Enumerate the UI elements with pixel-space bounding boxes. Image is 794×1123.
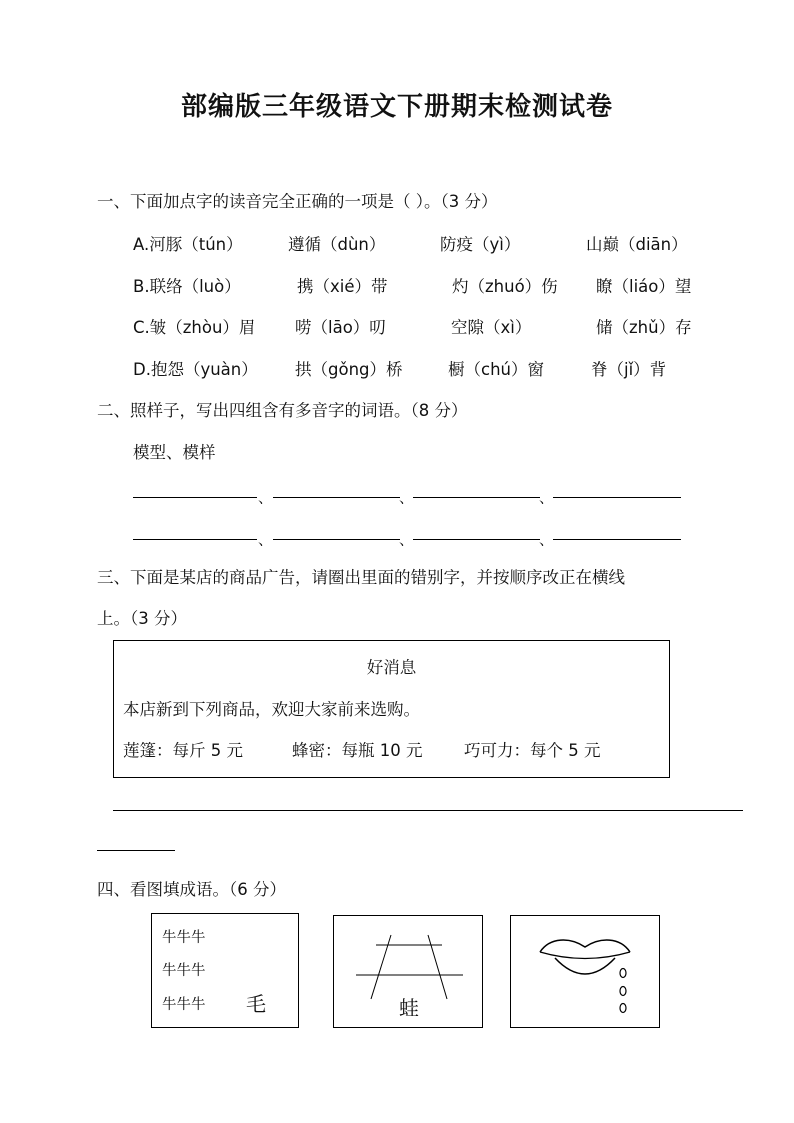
ad-item-1: 莲篷：每斤 5 元 [123, 741, 243, 760]
question-1-stem: 一、下面加点字的读音完全正确的一项是（ ）。（3 分） [97, 192, 498, 211]
q1-option-a-3: 防疫（yì） [440, 235, 521, 254]
lower-lip [555, 958, 615, 974]
question-2-stem: 二、照样子，写出四组含有多音字的词语。（8 分） [97, 401, 468, 420]
q1-option-d-1: D.抱怨（yuàn） [133, 360, 258, 379]
q1-option-a-2: 遵循（dùn） [288, 235, 386, 254]
ad-title: 好消息 [366, 658, 417, 677]
q1-option-c-3: 空隙（xì） [451, 318, 532, 337]
q2-answer-line[interactable] [133, 539, 257, 540]
q2-separator: 、 [258, 533, 273, 549]
upper-lip [540, 940, 630, 952]
q1-option-c-1: C.皱（zhòu）眉 [133, 318, 256, 337]
pic1-row: 牛牛牛 [162, 997, 206, 1013]
q1-option-b-1: B.联络（luò） [133, 277, 241, 296]
q2-answer-line[interactable] [413, 497, 540, 498]
lip-line [540, 952, 630, 959]
page-title: 部编版三年级语文下册期末检测试卷 [180, 92, 613, 122]
pic1-row: 牛牛牛 [162, 930, 206, 946]
q2-answer-line[interactable] [553, 497, 681, 498]
q2-separator: 、 [399, 533, 414, 549]
pic2-char: 蛙 [399, 996, 419, 1020]
drop [620, 987, 626, 996]
q2-separator: 、 [539, 533, 554, 549]
q2-separator: 、 [399, 491, 414, 507]
drop [620, 969, 626, 978]
q1-option-b-4: 瞭（liáo）望 [596, 277, 692, 296]
q2-answer-line[interactable] [413, 539, 540, 540]
q2-answer-line[interactable] [273, 497, 400, 498]
q1-option-a-4: 山巅（diān） [586, 235, 688, 254]
q2-answer-line[interactable] [273, 539, 400, 540]
q2-answer-line[interactable] [133, 497, 257, 498]
question-3-stem-line1: 三、下面是某店的商品广告，请圈出里面的错别字，并按顺序改正在横线 [97, 568, 625, 587]
pic1-char: 毛 [246, 992, 266, 1016]
pic1-row: 牛牛牛 [162, 963, 206, 979]
q1-option-d-4: 脊（jǐ）背 [591, 360, 667, 379]
q2-answer-line[interactable] [553, 539, 681, 540]
ad-item-2: 蜂密：每瓶 10 元 [292, 741, 423, 760]
q2-example: 模型、模样 [133, 443, 216, 462]
q1-option-c-4: 储（zhǔ）存 [596, 318, 692, 337]
q1-option-d-2: 拱（gǒng）桥 [295, 360, 403, 379]
q3-answer-line[interactable] [113, 810, 743, 811]
ad-item-3: 巧可力：每个 5 元 [464, 741, 601, 760]
lips-drawing [510, 915, 660, 1028]
drop [620, 1004, 626, 1013]
q1-option-b-3: 灼（zhuó）伤 [452, 277, 558, 296]
q1-option-c-2: 唠（lāo）叨 [295, 318, 386, 337]
ad-line: 本店新到下列商品，欢迎大家前来选购。 [123, 700, 420, 719]
q2-separator: 、 [258, 491, 273, 507]
q1-option-a-1: A.河豚（tún） [133, 235, 243, 254]
q1-option-d-3: 橱（chú）窗 [448, 360, 544, 379]
q3-answer-line[interactable] [97, 850, 175, 851]
q2-separator: 、 [539, 491, 554, 507]
question-4-stem: 四、看图填成语。（6 分） [97, 880, 286, 899]
q1-option-b-2: 携（xié）带 [297, 277, 388, 296]
question-3-stem-line2: 上。（3 分） [97, 609, 187, 628]
